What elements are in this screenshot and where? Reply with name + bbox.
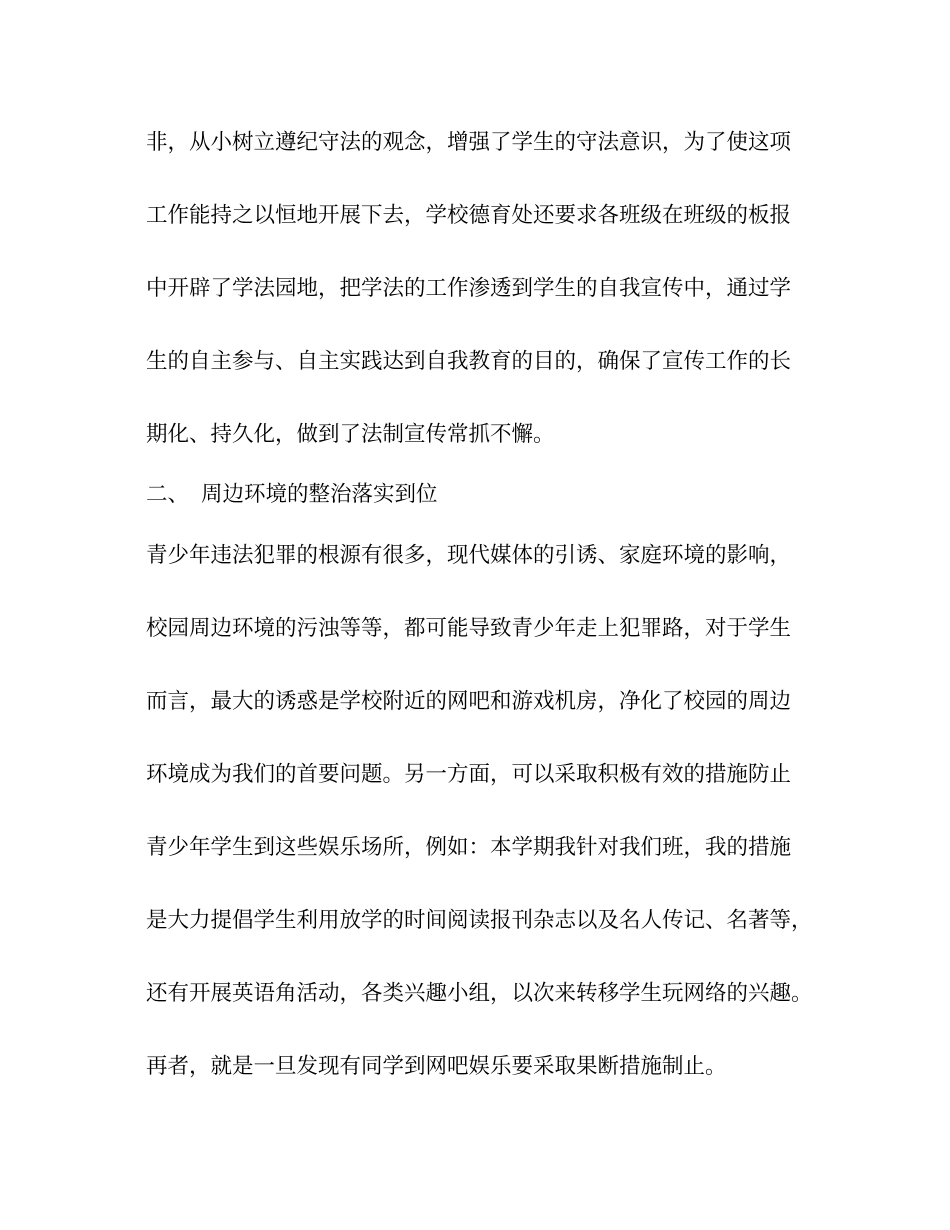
paragraph-2-line-1: 青少年违法犯罪的根源有很多，现代媒体的引诱、家庭环境的影响， — [146, 543, 792, 568]
section-title: 周边环境的整治落实到位 — [201, 482, 438, 507]
paragraph-2-line-3: 而言，最大的诱惑是学校附近的网吧和游戏机房，净化了校园的周边 — [146, 689, 792, 714]
section-heading — [146, 480, 438, 510]
section-number: 二、 — [146, 482, 190, 507]
paragraph-2-line-4: 环境成为我们的首要问题。另一方面，可以采取积极有效的措施防止 — [146, 762, 792, 787]
paragraph-1-line-3: 中开辟了学法园地，把学法的工作渗透到学生的自我宣传中，通过学 — [146, 276, 792, 301]
paragraph-1-line-1: 非，从小树立遵纪守法的观念，增强了学生的守法意识，为了使这项 — [146, 130, 792, 155]
paragraph-2-line-5: 青少年学生到这些娱乐场所，例如：本学期我针对我们班，我的措施 — [146, 835, 792, 860]
paragraph-2-line-6: 是大力提倡学生利用放学的时间阅读报刊杂志以及名人传记、名著等， — [146, 908, 813, 933]
paragraph-1-line-5: 期化、持久化，做到了法制宣传常抓不懈。 — [146, 422, 555, 447]
paragraph-1-line-2: 工作能持之以恒地开展下去，学校德育处还要求各班级在班级的板报 — [146, 203, 792, 228]
paragraph-2-line-2: 校园周边环境的污浊等等，都可能导致青少年走上犯罪路，对于学生 — [146, 616, 792, 641]
paragraph-2-line-7: 还有开展英语角活动，各类兴趣小组，以次来转移学生玩网络的兴趣。 — [146, 981, 813, 1006]
paragraph-1-line-4: 生的自主参与、自主实践达到自我教育的目的，确保了宣传工作的长 — [146, 349, 792, 374]
paragraph-2-line-8: 再者，就是一旦发现有同学到网吧娱乐要采取果断措施制止。 — [146, 1054, 727, 1079]
